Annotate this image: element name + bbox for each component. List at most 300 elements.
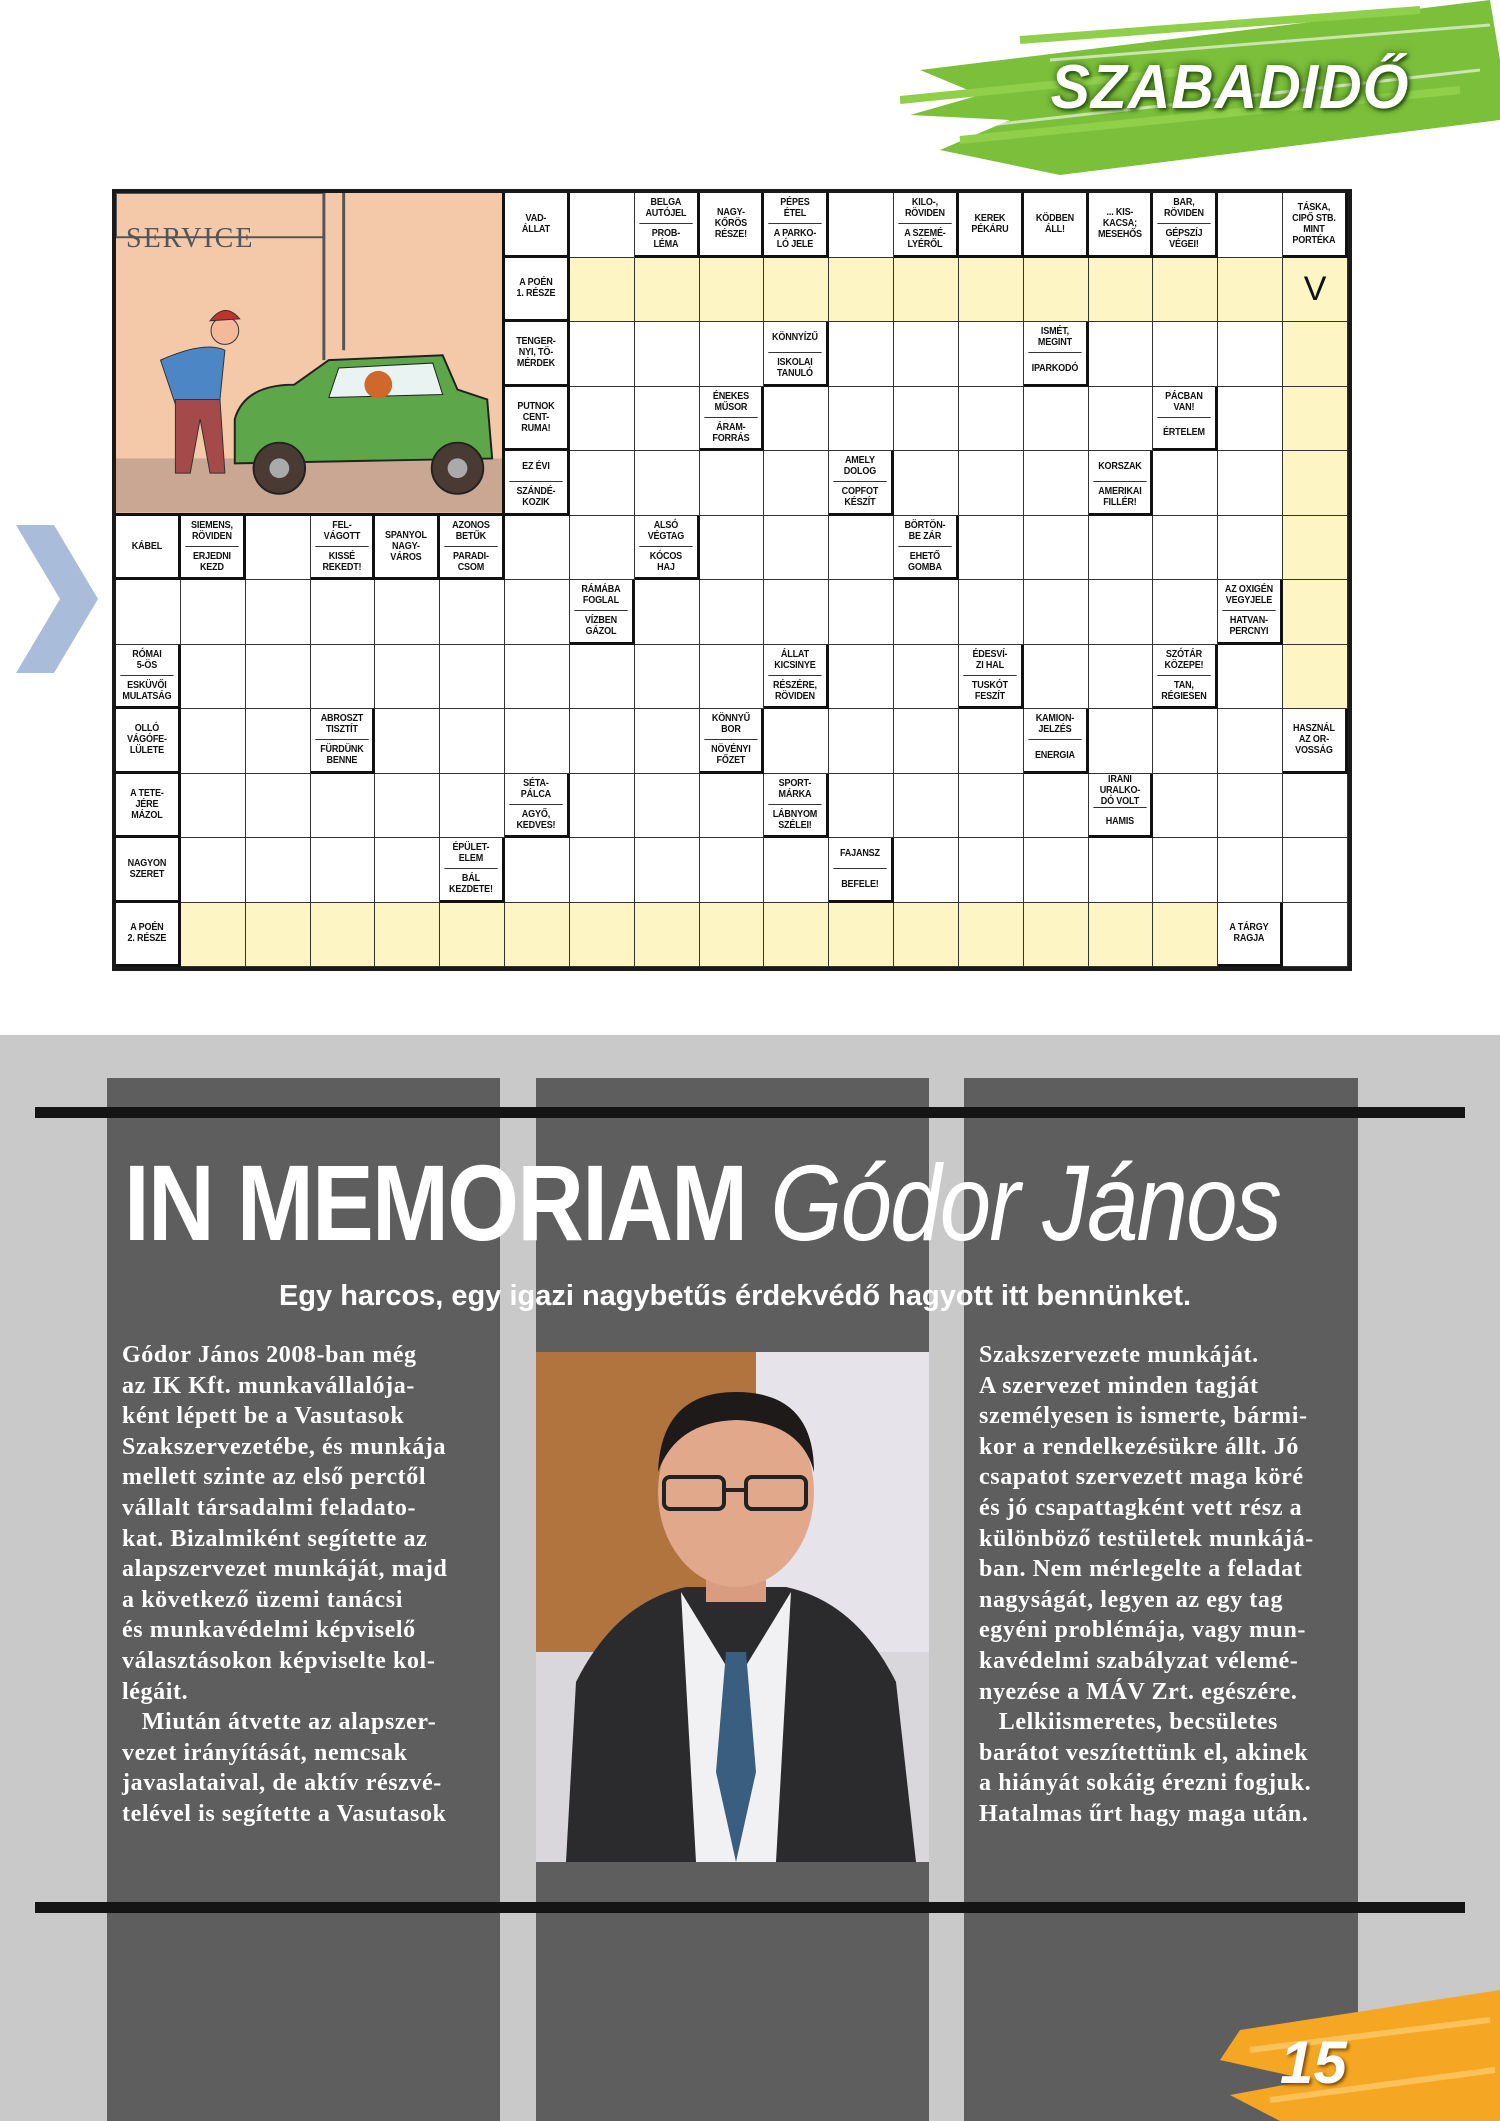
text-line: Miután átvette az alapszer- [122, 1709, 437, 1736]
clue-cell [116, 516, 181, 581]
answer-cell[interactable] [764, 387, 829, 452]
clue-text: A POÉN 2. RÉSZE [127, 921, 167, 945]
answer-cell[interactable] [570, 193, 635, 258]
clue-cell [505, 193, 570, 258]
answer-cell[interactable] [829, 387, 894, 452]
clue-text: RÁMÁBA FOGLAL [581, 583, 621, 607]
answer-cell[interactable] [700, 451, 765, 516]
solution-cell[interactable] [1153, 258, 1218, 323]
clue-text: ÁRAM- FORRÁS [704, 417, 757, 448]
text-line: egyéni problémája, vagy mun- [979, 1617, 1307, 1644]
clue-cell [440, 516, 505, 581]
answer-cell[interactable] [959, 516, 1024, 581]
text-line: A szervezet minden tagját [979, 1372, 1259, 1399]
clue-text: RÉSZÉRE, RÖVIDEN [769, 675, 822, 706]
solution-cell[interactable] [1283, 387, 1348, 452]
clue-text: EZ ÉVI [522, 459, 550, 472]
clue-text: ÉPÜLET- ELEM [452, 841, 490, 865]
clue-cell [764, 774, 829, 839]
solution-cell[interactable] [1089, 258, 1154, 323]
answer-cell[interactable] [764, 709, 829, 774]
clue-text: PÉPES ÉTEL [780, 196, 810, 220]
text-line: kat. Bizalmiként segítette az [122, 1525, 428, 1552]
answer-cell[interactable] [1218, 322, 1283, 387]
clue-text: ÉDESVÍ- ZI HAL [972, 647, 1008, 671]
answer-cell[interactable] [635, 774, 700, 839]
answer-cell[interactable] [894, 709, 959, 774]
answer-cell[interactable] [311, 645, 376, 710]
answer-cell[interactable] [764, 838, 829, 903]
answer-cell[interactable] [1024, 645, 1089, 710]
answer-cell[interactable] [635, 645, 700, 710]
answer-cell[interactable] [700, 322, 765, 387]
solution-cell[interactable] [764, 258, 829, 323]
text-line: személyesen is ismerte, bármi- [979, 1403, 1308, 1430]
answer-cell[interactable] [829, 774, 894, 839]
solution-cell[interactable] [375, 903, 440, 968]
solution-cell[interactable] [1024, 258, 1089, 323]
answer-cell[interactable] [116, 580, 181, 645]
answer-cell[interactable] [635, 838, 700, 903]
chevron-right-icon [16, 525, 98, 673]
solution-cell[interactable] [311, 903, 376, 968]
text-line: Szakszervezete munkáját. [979, 1342, 1259, 1368]
clue-text: TAN, RÉGIESEN [1158, 675, 1211, 706]
clue-text: ENERGIA [1028, 739, 1081, 770]
answer-cell[interactable] [1283, 838, 1348, 903]
text-line: a következő üzemi tanácsi [122, 1586, 403, 1613]
answer-cell[interactable] [894, 838, 959, 903]
text-line: Lelkiismeretes, becsületes [979, 1709, 1278, 1736]
answer-cell[interactable] [570, 774, 635, 839]
answer-cell[interactable] [1218, 774, 1283, 839]
answer-cell[interactable] [246, 580, 311, 645]
answer-cell[interactable] [1218, 193, 1283, 258]
answer-cell[interactable] [570, 709, 635, 774]
clue-text: PARADI- CSOM [445, 546, 498, 577]
clue-text: AMELY DOLOG [844, 454, 877, 478]
answer-cell[interactable] [829, 516, 894, 581]
clue-cell [894, 193, 959, 258]
answer-cell[interactable] [829, 580, 894, 645]
solution-cell[interactable] [829, 903, 894, 968]
answer-cell[interactable] [829, 709, 894, 774]
clue-text: FEL- VÁGOTT [323, 518, 360, 542]
text-line: Gódor János 2008-ban még [122, 1342, 417, 1368]
clue-text: VAD- ÁLLAT [521, 211, 550, 235]
solution-cell[interactable] [570, 903, 635, 968]
answer-cell[interactable] [894, 387, 959, 452]
answer-cell[interactable] [1153, 451, 1218, 516]
answer-cell[interactable] [246, 838, 311, 903]
clue-cell [505, 322, 570, 387]
clue-cell [1024, 709, 1089, 774]
clue-text: KÓCOS HAJ [639, 546, 692, 577]
answer-cell[interactable] [959, 838, 1024, 903]
answer-cell[interactable] [311, 580, 376, 645]
clue-text: BEFELE! [834, 868, 887, 899]
clue-cell [1153, 645, 1218, 710]
text-line: ként lépett be a Vasutasok [122, 1403, 405, 1430]
text-line: csapatot szervezett maga köré [979, 1464, 1304, 1491]
clue-cell [505, 258, 570, 323]
answer-cell[interactable] [1153, 838, 1218, 903]
answer-cell[interactable] [246, 516, 311, 581]
answer-cell[interactable] [181, 774, 246, 839]
answer-cell[interactable] [959, 322, 1024, 387]
clue-text: SZÓTÁR KÖZEPE! [1164, 647, 1204, 671]
answer-cell[interactable] [1024, 451, 1089, 516]
title-in-memoriam: IN MEMORIAM [124, 1142, 747, 1263]
answer-cell[interactable] [375, 774, 440, 839]
clue-text: SÉTA- PÁLCA [520, 776, 552, 800]
solution-cell[interactable] [635, 258, 700, 323]
answer-cell[interactable] [1024, 838, 1089, 903]
answer-cell[interactable] [311, 838, 376, 903]
clue-text: HAMIS [1093, 807, 1146, 836]
clue-text: TENGER- NYI, TÖ- MÉRDEK [516, 335, 556, 370]
solution-cell[interactable] [181, 903, 246, 968]
clue-cell [1089, 774, 1154, 839]
answer-cell[interactable] [1024, 387, 1089, 452]
solution-cell[interactable] [700, 903, 765, 968]
solution-cell[interactable] [246, 903, 311, 968]
answer-cell[interactable] [1283, 774, 1348, 839]
answer-cell[interactable] [959, 451, 1024, 516]
clue-text: KÖNNYÍZŰ [772, 330, 819, 343]
clue-text: ALSÓ VÉGTAG [647, 518, 684, 542]
clue-text: FAJANSZ [840, 846, 881, 859]
text-line: barátot veszítettünk el, akinek [979, 1739, 1309, 1766]
answer-cell[interactable] [700, 516, 765, 581]
solution-cell[interactable] [1024, 903, 1089, 968]
answer-cell[interactable] [505, 645, 570, 710]
text-line: az IK Kft. munkavállalója- [122, 1372, 415, 1399]
clue-text: TUSKÓT FESZÍT [963, 675, 1016, 706]
solution-cell[interactable] [894, 903, 959, 968]
clue-text: A TETE- JÉRE MÁZOL [130, 786, 164, 821]
solution-cell[interactable] [1283, 516, 1348, 581]
clue-text: IRÁNI URALKO- DÓ VOLT [1099, 773, 1140, 807]
answer-cell[interactable] [894, 580, 959, 645]
article-subtitle: Egy harcos, egy igazi nagybetűs érdekvédő hagyott itt bennünket. [278, 1280, 1192, 1312]
answer-cell[interactable] [570, 838, 635, 903]
answer-cell[interactable] [1024, 580, 1089, 645]
clue-text: ABROSZT TISZTÍT [320, 712, 363, 736]
answer-cell[interactable] [959, 709, 1024, 774]
clue-cell [1283, 709, 1348, 774]
clue-cell [505, 774, 570, 839]
clue-cell [1024, 193, 1089, 258]
clue-text: AGYŐ, KEDVES! [509, 804, 562, 835]
solution-cell[interactable] [764, 903, 829, 968]
answer-cell[interactable] [246, 645, 311, 710]
clue-text: NAGYON SZERET [127, 856, 167, 880]
answer-cell[interactable] [570, 645, 635, 710]
text-line: nyezése a MÁV Zrt. egészére. [979, 1678, 1298, 1705]
article-text-right [979, 1340, 1314, 1830]
text-line: vállalt társadalmi feladato- [122, 1494, 417, 1521]
text-line: nagyságát, legyen az egy tag [979, 1586, 1284, 1613]
solution-cell[interactable] [959, 903, 1024, 968]
clue-text: RÓMAI 5-ÖS [132, 647, 162, 671]
clue-cell [959, 645, 1024, 710]
text-line: különböző testületek munkájá- [979, 1525, 1314, 1552]
service-sign: SERVICE [126, 223, 255, 254]
answer-cell[interactable] [1218, 516, 1283, 581]
answer-cell[interactable] [505, 580, 570, 645]
clue-cell [829, 451, 894, 516]
solution-cell[interactable] [440, 903, 505, 968]
answer-cell[interactable] [1218, 838, 1283, 903]
text-line: légáit. [122, 1678, 189, 1705]
answer-cell[interactable] [1218, 645, 1283, 710]
title-name: Gódor János [770, 1142, 1281, 1263]
clue-cell [311, 516, 376, 581]
answer-cell[interactable] [1153, 774, 1218, 839]
answer-cell[interactable] [700, 838, 765, 903]
clue-text: KÖNNYŰ BOR [711, 712, 750, 736]
answer-cell[interactable] [1153, 516, 1218, 581]
answer-cell[interactable] [1218, 709, 1283, 774]
clue-text: KÁBEL [131, 539, 163, 552]
clue-cell [764, 193, 829, 258]
text-line: kavédelmi szabályzat vélemé- [979, 1647, 1299, 1674]
text-line: alapszervezet munkáját, majd [122, 1556, 448, 1583]
article-text-left [122, 1340, 447, 1830]
answer-cell[interactable] [959, 387, 1024, 452]
clue-cell [1153, 193, 1218, 258]
clue-text: SIEMENS, RÖVIDEN [190, 518, 233, 542]
solution-cell[interactable] [1283, 580, 1348, 645]
clue-cell [505, 387, 570, 452]
clue-text: ... KIS- KACSA; MESEHŐS [1097, 206, 1142, 241]
clue-text: NAGY- KŐRÖS RÉSZE! [714, 206, 747, 241]
answer-cell[interactable] [894, 451, 959, 516]
clue-cell [116, 645, 181, 710]
answer-cell[interactable] [959, 774, 1024, 839]
answer-cell[interactable] [505, 516, 570, 581]
text-line: és munkavédelmi képviselő [122, 1617, 416, 1644]
clue-text: SPORT- MÁRKA [778, 776, 812, 800]
clue-cell [635, 193, 700, 258]
text-line: Szakszervezetébe, és munkája [122, 1433, 447, 1460]
answer-cell[interactable] [181, 580, 246, 645]
divider-bottom [35, 1902, 1465, 1913]
answer-cell[interactable] [635, 451, 700, 516]
answer-cell[interactable] [505, 838, 570, 903]
answer-cell[interactable] [635, 580, 700, 645]
orange-brush [1220, 1990, 1500, 2121]
answer-cell[interactable] [1089, 322, 1154, 387]
clue-text: AMERIKAI FILLÉR! [1093, 481, 1146, 512]
text-line: kor a rendelkezésükre állt. Jó [979, 1433, 1299, 1460]
clue-text: TÁSKA, CIPŐ STB. MINT PORTÉKA [1292, 200, 1336, 246]
answer-cell[interactable] [1024, 774, 1089, 839]
clue-text: A PARKO- LÓ JELE [769, 223, 822, 254]
clue-text: BÁL KEZDETE! [445, 868, 498, 899]
clue-text: ISMÉT, MEGINT [1037, 325, 1072, 349]
answer-cell[interactable] [570, 516, 635, 581]
clue-text: LÁBNYOM SZÉLEI! [769, 804, 822, 835]
clue-text: KEREK PÉKÁRU [971, 211, 1009, 235]
clue-text: ÁLLAT KICSINYE [774, 647, 816, 671]
answer-cell[interactable] [1153, 322, 1218, 387]
clue-text: COPFOT KÉSZÍT [834, 481, 887, 512]
answer-cell[interactable] [829, 193, 894, 258]
clue-text: A TÁRGY RAGJA [1229, 921, 1269, 945]
solution-cell[interactable] [1153, 903, 1218, 968]
clue-cell [959, 193, 1024, 258]
clue-text: AZONOS BETŰK [452, 518, 490, 542]
clue-text: OLLÓ VÁGÓFE- LÜLETE [126, 722, 167, 757]
text-line: választásokon képviselte kol- [122, 1647, 436, 1674]
clue-text: AZ OXIGÉN VEGYJELE [1225, 583, 1274, 607]
article-title [124, 1138, 1280, 1268]
clue-cell [764, 645, 829, 710]
cartoon-illustration [116, 193, 505, 516]
answer-cell[interactable] [375, 709, 440, 774]
answer-cell[interactable] [181, 838, 246, 903]
clue-text: KÖDBEN ÁLL! [1035, 211, 1074, 235]
answer-cell[interactable] [440, 645, 505, 710]
solution-cell[interactable] [1283, 322, 1348, 387]
solution-cell[interactable] [1283, 645, 1348, 710]
answer-cell[interactable] [311, 774, 376, 839]
clue-cell [894, 516, 959, 581]
clue-cell [116, 838, 181, 903]
clue-text: ISKOLAI TANULÓ [769, 352, 822, 383]
text-line: és jó csapattagként vett rész a [979, 1494, 1303, 1521]
solution-cell[interactable] [1218, 258, 1283, 323]
clue-text: A POÉN 1. RÉSZE [516, 276, 556, 300]
solution-cell[interactable] [894, 258, 959, 323]
answer-cell[interactable] [1153, 709, 1218, 774]
clue-cell [764, 322, 829, 387]
clue-cell [700, 709, 765, 774]
solution-cell[interactable] [505, 903, 570, 968]
clue-cell [1024, 322, 1089, 387]
answer-cell[interactable] [1153, 580, 1218, 645]
solution-cell[interactable] [700, 258, 765, 323]
answer-cell[interactable] [440, 580, 505, 645]
answer-cell[interactable] [570, 322, 635, 387]
solution-cell[interactable] [570, 258, 635, 323]
answer-cell[interactable] [1089, 645, 1154, 710]
clue-text: NÖVÉNYI FŐZET [704, 739, 757, 770]
solution-cell[interactable] [1283, 258, 1348, 323]
answer-cell[interactable] [894, 774, 959, 839]
answer-cell[interactable] [181, 645, 246, 710]
answer-cell[interactable] [570, 387, 635, 452]
answer-cell[interactable] [181, 709, 246, 774]
answer-cell[interactable] [894, 322, 959, 387]
answer-cell[interactable] [1089, 838, 1154, 903]
text-line: javaslataival, de aktív részvé- [122, 1770, 442, 1797]
answer-cell[interactable] [1218, 451, 1283, 516]
clue-cell [116, 709, 181, 774]
clue-text: KORSZAK [1097, 459, 1142, 472]
answer-cell[interactable] [1218, 387, 1283, 452]
clue-text: GÉPSZÍJ VÉGEI! [1158, 223, 1211, 254]
text-line: Hatalmas űrt hagy maga után. [979, 1800, 1309, 1827]
answer-cell[interactable] [1283, 903, 1348, 968]
answer-cell[interactable] [635, 387, 700, 452]
solution-cell[interactable] [635, 903, 700, 968]
clue-cell [829, 838, 894, 903]
clue-cell [700, 193, 765, 258]
answer-cell[interactable] [246, 774, 311, 839]
page-number: 15 [1280, 2029, 1347, 2096]
clue-text: BÖRTÖN- BE ZÁR [904, 518, 946, 542]
clue-cell [635, 516, 700, 581]
answer-cell[interactable] [570, 451, 635, 516]
answer-cell[interactable] [700, 580, 765, 645]
answer-cell[interactable] [505, 709, 570, 774]
answer-cell[interactable] [1089, 387, 1154, 452]
answer-cell[interactable] [764, 451, 829, 516]
portrait-photo [536, 1352, 929, 1862]
answer-cell[interactable] [246, 709, 311, 774]
clue-cell [311, 709, 376, 774]
clue-cell [181, 516, 246, 581]
answer-cell[interactable] [829, 322, 894, 387]
answer-cell[interactable] [375, 645, 440, 710]
answer-cell[interactable] [635, 322, 700, 387]
answer-cell[interactable] [1024, 516, 1089, 581]
solution-cell[interactable] [1089, 903, 1154, 968]
clue-text: BAR, RÖVIDEN [1164, 196, 1205, 220]
clue-text: ESKÜVŐI MULATSÁG [120, 675, 173, 706]
answer-cell[interactable] [959, 580, 1024, 645]
clue-text: HATVAN- PERCNYI [1223, 610, 1276, 641]
answer-cell[interactable] [764, 516, 829, 581]
answer-cell[interactable] [700, 645, 765, 710]
answer-cell[interactable] [440, 774, 505, 839]
clue-text: ÉRTELEM [1158, 417, 1211, 448]
answer-cell[interactable] [1089, 516, 1154, 581]
clue-cell [1089, 451, 1154, 516]
answer-cell[interactable] [1089, 709, 1154, 774]
clue-text: ÉNEKES MŰSOR [712, 389, 749, 413]
clue-text: KILO-, RÖVIDEN [905, 196, 945, 220]
clue-text: HASZNÁL AZ OR- VOSSÁG [1293, 722, 1336, 757]
answer-cell[interactable] [440, 709, 505, 774]
answer-cell[interactable] [1089, 580, 1154, 645]
solution-cell[interactable] [829, 258, 894, 323]
answer-cell[interactable] [764, 580, 829, 645]
clue-cell [1218, 903, 1283, 968]
given-letter: V [1303, 269, 1327, 308]
clue-cell [116, 774, 181, 839]
clue-cell [700, 387, 765, 452]
clue-cell [1153, 387, 1218, 452]
clue-text: PÁCBAN VAN! [1165, 389, 1204, 413]
clue-text: KISSÉ REKEDT! [315, 546, 368, 577]
text-line: telével is segítette a Vasutasok [122, 1800, 447, 1827]
answer-cell[interactable] [894, 645, 959, 710]
answer-cell[interactable] [375, 580, 440, 645]
divider-top [35, 1107, 1465, 1118]
solution-cell[interactable] [1283, 451, 1348, 516]
answer-cell[interactable] [829, 645, 894, 710]
answer-cell[interactable] [375, 838, 440, 903]
solution-cell[interactable] [959, 258, 1024, 323]
answer-cell[interactable] [635, 709, 700, 774]
clue-text: SZÁNDÉ- KOZIK [509, 481, 562, 512]
answer-cell[interactable] [700, 774, 765, 839]
clue-cell [1283, 193, 1348, 258]
